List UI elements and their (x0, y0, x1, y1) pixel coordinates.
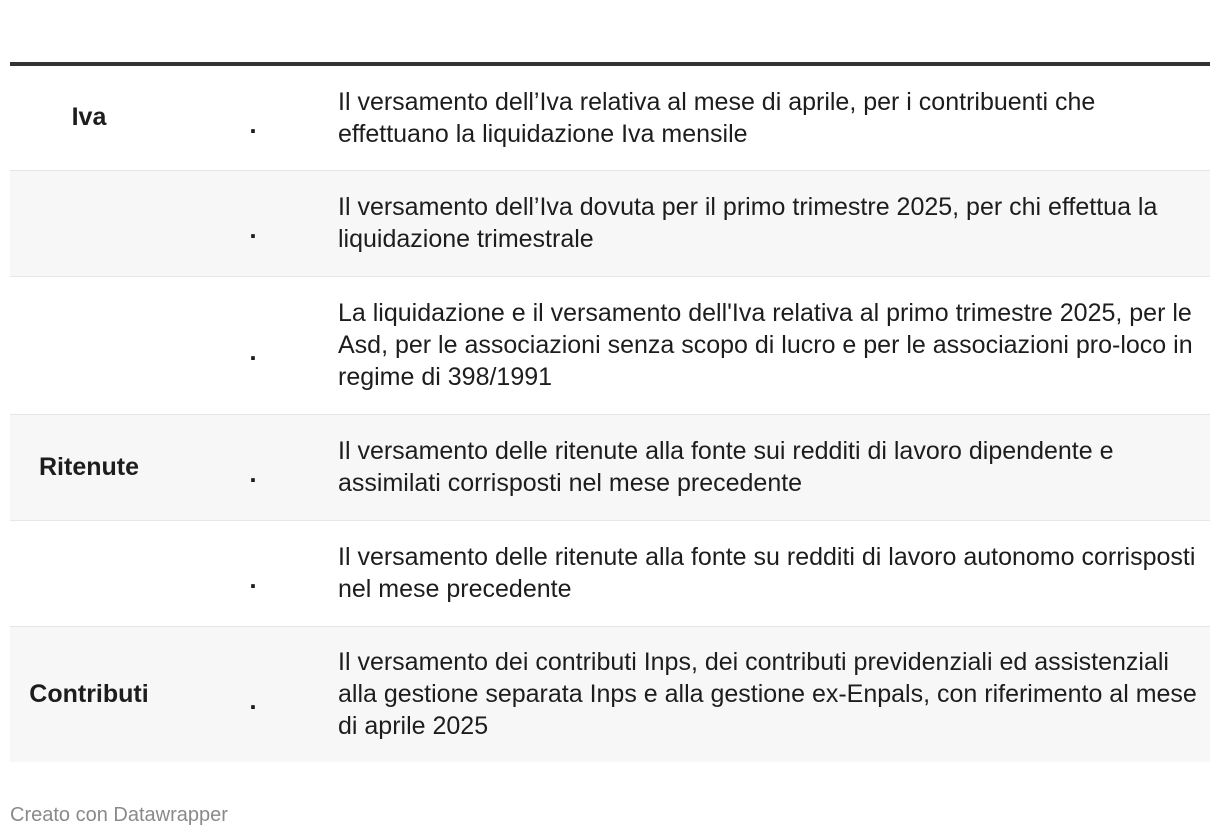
table-row (10, 414, 1210, 520)
deadlines-table-container (10, 62, 1210, 762)
category-cell (10, 170, 168, 276)
bullet-marker: . (249, 214, 257, 244)
bullet-cell (168, 520, 338, 626)
table-row (10, 520, 1210, 626)
bullet-cell (168, 170, 338, 276)
table-row (10, 66, 1210, 170)
category-cell: Contributi (29, 679, 149, 708)
description-cell: Il versamento delle ritenute alla fonte su redditi di lavoro autonomo corrisposti nel mese precedente (338, 543, 1196, 603)
category-cell (10, 276, 168, 414)
description-cell: Il versamento dell’Iva relativa al mese di aprile, per i contribuenti che effettuano la liquidazione Iva mensile (338, 87, 1096, 148)
description-cell: Il versamento dell’Iva dovuta per il primo trimestre 2025, per chi effettua la liquidazione trimestrale (338, 193, 1158, 253)
description-cell: Il versamento delle ritenute alla fonte sui redditi di lavoro dipendente e assimilati corrisposti nel mese precedente (338, 437, 1114, 497)
bullet-cell (168, 66, 338, 170)
table-row (10, 170, 1210, 276)
category-cell: Iva (71, 103, 107, 132)
bullet-marker: . (249, 336, 257, 366)
bullet-marker: . (249, 564, 257, 594)
table-row (10, 626, 1210, 762)
bullet-marker: . (249, 458, 257, 488)
bullet-marker: . (249, 108, 257, 139)
category-cell (10, 520, 168, 626)
bullet-cell (168, 626, 338, 762)
bullet-cell (168, 276, 338, 414)
bullet-cell (168, 414, 338, 520)
category-cell: Ritenute (39, 452, 139, 481)
description-cell: La liquidazione e il versamento dell'Iva relativa al primo trimestre 2025, per le Asd, per le associazioni senza scopo di lucro e per le associazioni pro-loco in regime di 398/1991 (338, 299, 1193, 391)
bullet-marker: . (249, 685, 257, 716)
table-row (10, 276, 1210, 414)
deadlines-table (10, 66, 1210, 762)
description-cell: Il versamento dei contributi Inps, dei contributi previdenziali ed assistenziali alla gestione separata Inps e alla gestione ex-Enpals, con riferimento al mese di aprile 2025 (338, 648, 1197, 741)
datawrapper-credit: Creato con Datawrapper (10, 804, 228, 826)
